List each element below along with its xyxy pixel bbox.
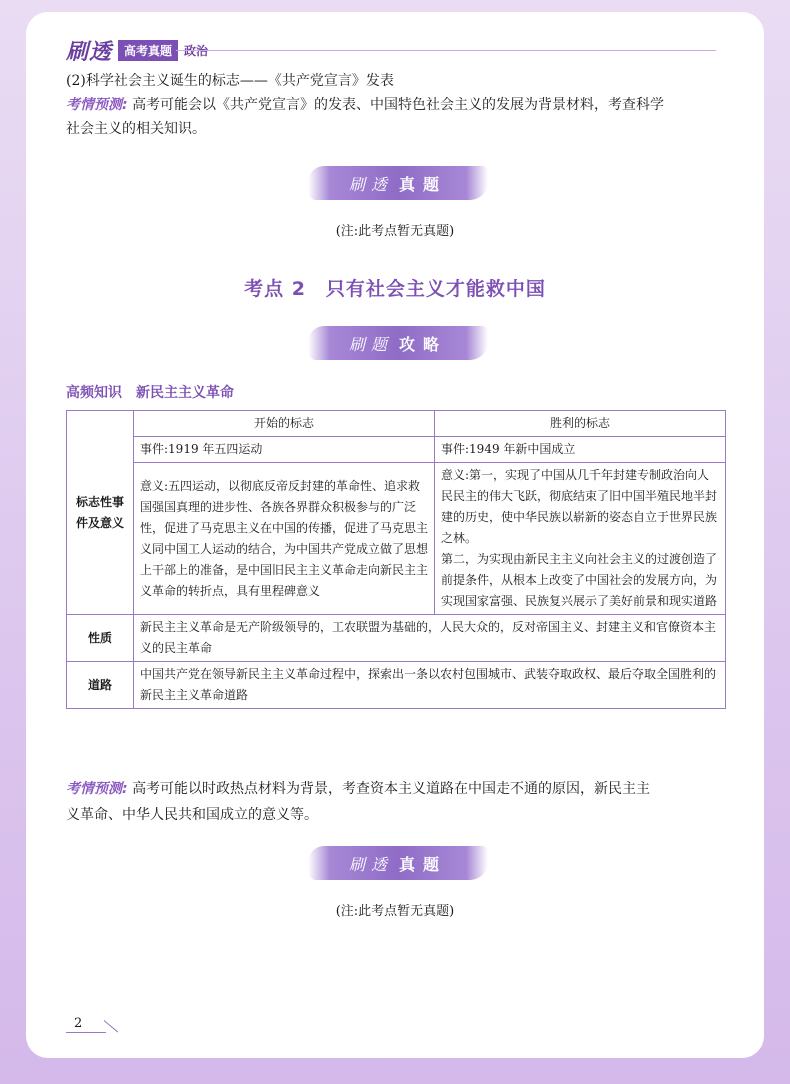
series-badge: 高考真题 (118, 40, 178, 61)
nature-text: 新民主主义革命是无产阶级领导的，工农联盟为基础的，人民大众的，反对帝国主义、封建主义和官僚资本主义的民主革命 (134, 615, 726, 662)
row-head-nature: 性质 (67, 615, 134, 662)
bottom-prediction-line-2: 义革命、中华人民共和国成立的意义等。 (66, 807, 318, 823)
banner-script: 刷透 (348, 854, 393, 874)
banner-text: 真题 (399, 854, 448, 874)
brand-logo: 刷透 (66, 38, 113, 65)
col-head-start: 开始的标志 (134, 411, 435, 437)
footer-underline (66, 1032, 106, 1033)
banner-real-exam-2 (308, 846, 488, 880)
meaning-victory (435, 463, 726, 615)
header-divider (176, 50, 716, 51)
knowledge-table (66, 410, 726, 709)
banner-text: 真题 (399, 174, 448, 194)
prediction-text: 高考可能会以《共产党宣言》的发表、中国特色社会主义的发展为背景材料，考查科学 (132, 97, 665, 113)
meaning-victory-2: 第二，为实现由新民主主义向社会主义的过渡创造了前提条件，从根本上改变了中国社会的发展方向，为实现国家富强、民族复兴展示了美好前景和现实道路 (441, 552, 718, 608)
bottom-prediction-line-1 (66, 778, 650, 800)
event-victory: 事件:1949 年新中国成立 (435, 437, 726, 463)
meaning-start: 意义:五四运动，以彻底反帝反封建的革命性、追求救国强国真理的进步性、各族各界群众积极参与的广泛性，促进了马克思主义在中国的传播，促进了马克思主义同中国工人运动的结合，为中国共产党成立做了思想上干部上的准备，是中国旧民主主义革命走向新民主主义革命的转折点，具有里程碑意义 (134, 463, 435, 615)
prediction-text: 高考可能以时政热点材料为背景，考查资本主义道路在中国走不通的原因，新民主主 (132, 781, 651, 797)
prediction-line-1 (66, 94, 664, 116)
banner-script: 刷题 (348, 334, 393, 354)
prediction-label: 考情预测: (66, 781, 128, 797)
banner-strategy (308, 326, 488, 360)
page-number: 2 (74, 1016, 83, 1031)
road-text: 中国共产党在领导新民主主义革命过程中，探索出一条以农村包围城市、武装夺取政权、最后夺取全国胜利的新民主主义革命道路 (134, 662, 726, 709)
prediction-line-2: 社会主义的相关知识。 (66, 121, 206, 137)
banner-text: 攻略 (399, 334, 448, 354)
col-head-victory: 胜利的标志 (435, 411, 726, 437)
point-line: (2)科学社会主义诞生的标志——《共产党宣言》发表 (66, 73, 394, 89)
high-frequency-heading: 高频知识 新民主主义革命 (66, 385, 234, 401)
footer-slash (104, 1020, 118, 1032)
no-exam-note: (注:此考点暂无真题) (335, 224, 455, 239)
subject-label: 政治 (184, 43, 209, 58)
section-title: 考点 2 只有社会主义才能救中国 (244, 278, 546, 300)
prediction-label: 考情预测: (66, 97, 128, 113)
page (26, 12, 764, 1058)
event-start: 事件:1919 年五四运动 (134, 437, 435, 463)
meaning-victory-1: 意义:第一，实现了中国从几千年封建专制政治向人民民主的伟大飞跃，彻底结束了旧中国半殖民地半封建的历史，使中华民族以崭新的姿态自立于世界民族之林。 (441, 468, 718, 545)
banner-real-exam (308, 166, 488, 200)
row-head-events: 标志性事件及意义 (67, 411, 134, 615)
banner-script: 刷透 (348, 174, 393, 194)
no-exam-note-2: (注:此考点暂无真题) (335, 904, 455, 919)
row-head-road: 道路 (67, 662, 134, 709)
